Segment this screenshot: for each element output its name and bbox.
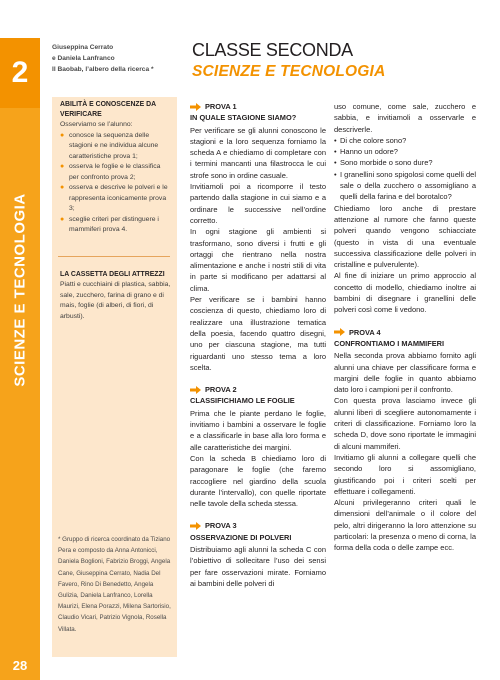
skills-intro: Osserviamo se l’alunno: — [60, 121, 133, 128]
arrow-icon — [190, 522, 201, 530]
paragraph: Prima che le piante perdano le foglie, invitiamo i bambini a osservare le foglie e a classificarle in base alla loro forma e alle caratteristiche dei margini. — [190, 408, 326, 452]
paragraph: In ogni stagione gli ambienti si trasformano, sono diversi i frutti e gli ortaggi che rientrano nella nostra alimentazione e anche i nostri stili di vita in parte si modificano per adattarsi al clima. — [190, 227, 326, 293]
prova-3-label: PROVA 3 — [205, 521, 237, 531]
paragraph: Distribuiamo agli alunni la scheda C con l’obiettivo di sollecitare l’uso dei sensi per fare osservazioni mirate. Forniamo ai bambini delle polveri di — [190, 544, 326, 588]
skills-title: ABILITÀ E CONOSCENZE DA VERIFICARE — [60, 101, 156, 118]
paragraph: Alcuni privilegeranno criteri quali le dimensioni dell’animale o il colore del pelo, altri dirigeranno la loro attenzione su particolari: la presenza o meno di corna, la forma della coda o delle zampe ecc. — [334, 498, 476, 553]
paragraph: Per verificare se gli alunni conoscono le stagioni e la loro sequenza forniamo la scheda A e chiediamo di completare con i termini mancanti una filastrocca le cui strofe sono in ordine casuale. — [190, 125, 326, 180]
list-item: • Sono morbide o sono dure? — [334, 157, 476, 168]
author-line: Giuseppina Cerrato — [52, 44, 114, 51]
list-item: • Hanno un odore? — [334, 146, 476, 157]
paragraph: Nella seconda prova abbiamo fornito agli alunni una chiave per classificare forma e margini delle foglie in quanto abbiamo dato loro i campioni per il confronto. — [334, 351, 476, 395]
authors-block — [52, 42, 182, 75]
prova-1-subtitle: IN QUALE STAGIONE SIAMO? — [190, 113, 297, 123]
prova-1-section — [190, 101, 326, 373]
prova-4-heading — [334, 327, 476, 338]
paragraph: uso comune, come sale, zucchero e sabbia, e invitiamoli a osservarle e descriverle. — [334, 102, 476, 134]
prova-3-subtitle: OSSERVAZIONE DI POLVERI — [190, 532, 292, 542]
text-column-left — [190, 101, 326, 600]
prova-3-section — [190, 520, 326, 589]
prova-3-heading — [190, 520, 326, 531]
prova-2-heading — [190, 384, 326, 395]
sidebar-divider — [58, 256, 170, 257]
prova-4-subtitle: CONFRONTIAMO I MAMMIFERI — [334, 338, 445, 348]
prova-2-label: PROVA 2 — [205, 385, 237, 395]
skills-box — [60, 100, 172, 236]
list-item: ● osserva le foglie e le classifica per confronto prova 2; — [60, 162, 172, 183]
tools-text: Piatti e cucchiaini di plastica, sabbia, sale, zucchero, farina di grano e di mais, foglie (di alberi, di fiori, di arbusti). — [60, 281, 171, 320]
footnote: * Gruppo di ricerca coordinato da Tiziano Pera e composto da Anna Antonicci, Daniela Boglioni, Fabrizio Broggi, Angela Cane, Giuseppina Cerrato, Nadia Del Favero, Rino Di Benedetto, Angela Gulizia, Daniela Lanfranco, Lorella Maurizi, Elena Porazzi, Milena Sartorisio, Claudio Vicari, Patrizio Vignola, Rosella Villata. — [58, 536, 171, 633]
arrow-icon — [334, 328, 345, 336]
page-subtitle: SCIENZE E TECNOLOGIA — [192, 63, 386, 80]
prova-1-heading — [190, 101, 326, 112]
tools-box — [60, 270, 172, 322]
page-number: 28 — [12, 657, 28, 673]
skills-list — [60, 131, 172, 236]
prova-4-label: PROVA 4 — [349, 327, 381, 337]
list-item: • Di che colore sono? — [334, 135, 476, 146]
vertical-section-label — [0, 150, 40, 430]
paragraph: Per verificare se i bambini hanno coscienza di questo, chiediamo loro di realizzare una illustrazione tematica della poesia, facendo quattro disegni, uno per ciascuna stagione, ma tutti riguardanti uno stesso tema a loro scelta. — [190, 295, 326, 372]
text-column-right — [334, 101, 476, 565]
list-item: • I granellini sono spigolosi come quelli del sale o della zucchero o assomigliano a quelli della farina e del borotalco? — [334, 169, 476, 203]
paragraph: Chiediamo loro anche di prestare attenzione al rumore che fanno queste polveri quando vengono schiacciate (questo in vista di una eventuale successiva classificazione delle polveri in cristalline e pulverulente). — [334, 203, 476, 270]
tools-title: LA CASSETTA DEGLI ATTREZZI — [60, 271, 165, 278]
page-title: CLASSE SECONDA — [192, 40, 353, 60]
author-line: e Daniela Lanfranco — [52, 55, 115, 62]
vertical-label-text: SCIENZE E TECNOLOGIA — [11, 193, 29, 387]
prova-2-subtitle: CLASSIFICHIAMO LE FOGLIE — [190, 396, 295, 406]
paragraph: Al fine di iniziare un primo approccio al concetto di modello, chiediamo inoltre ai bambini di disegnare i granellini delle polveri così come li vedono. — [334, 271, 476, 315]
list-item: ● osserva e descrive le polveri e le rappresenta iconicamente prova 3; — [60, 183, 172, 215]
arrow-icon — [190, 386, 201, 394]
chapter-number: 2 — [0, 38, 40, 108]
paragraph: Con la scheda B chiediamo loro di paragonare le foglie (che faremo raccogliere nel giardino della scuola durante l’intervallo), con quelle riportate nelle tavole della scheda stessa. — [190, 453, 326, 509]
prova-4-section — [334, 327, 476, 554]
prova-3-continued — [334, 101, 476, 316]
prova-1-label: PROVA 1 — [205, 102, 237, 111]
list-item: ● conosce la sequenza delle stagioni e ne individua alcune caratteristiche prova 1; — [60, 131, 172, 163]
prova-2-section — [190, 384, 326, 509]
book-title: Il Baobab, l’albero della ricerca * — [52, 66, 154, 73]
question-list — [334, 135, 476, 203]
list-item: ● sceglie criteri per distinguere i mammiferi prova 4. — [60, 215, 172, 236]
paragraph: Invitiamoli poi a ricomporre il testo partendo dalla stagione in cui siamo e a ordinare le successive nell’ordine corretto. — [190, 182, 326, 225]
paragraph: Con questa prova lasciamo invece gli alunni liberi di scegliere autonomamente i criteri di classificazione. Forniamo loro la scheda D, dove sono riportate le immagini di alcuni mammiferi. — [334, 396, 476, 451]
arrow-icon — [190, 103, 201, 111]
paragraph: Invitiamo gli alunni a collegare quelli che secondo loro si assomigliano, giustificando poi i criteri scelti per effettuare i collegamenti. — [334, 452, 476, 496]
